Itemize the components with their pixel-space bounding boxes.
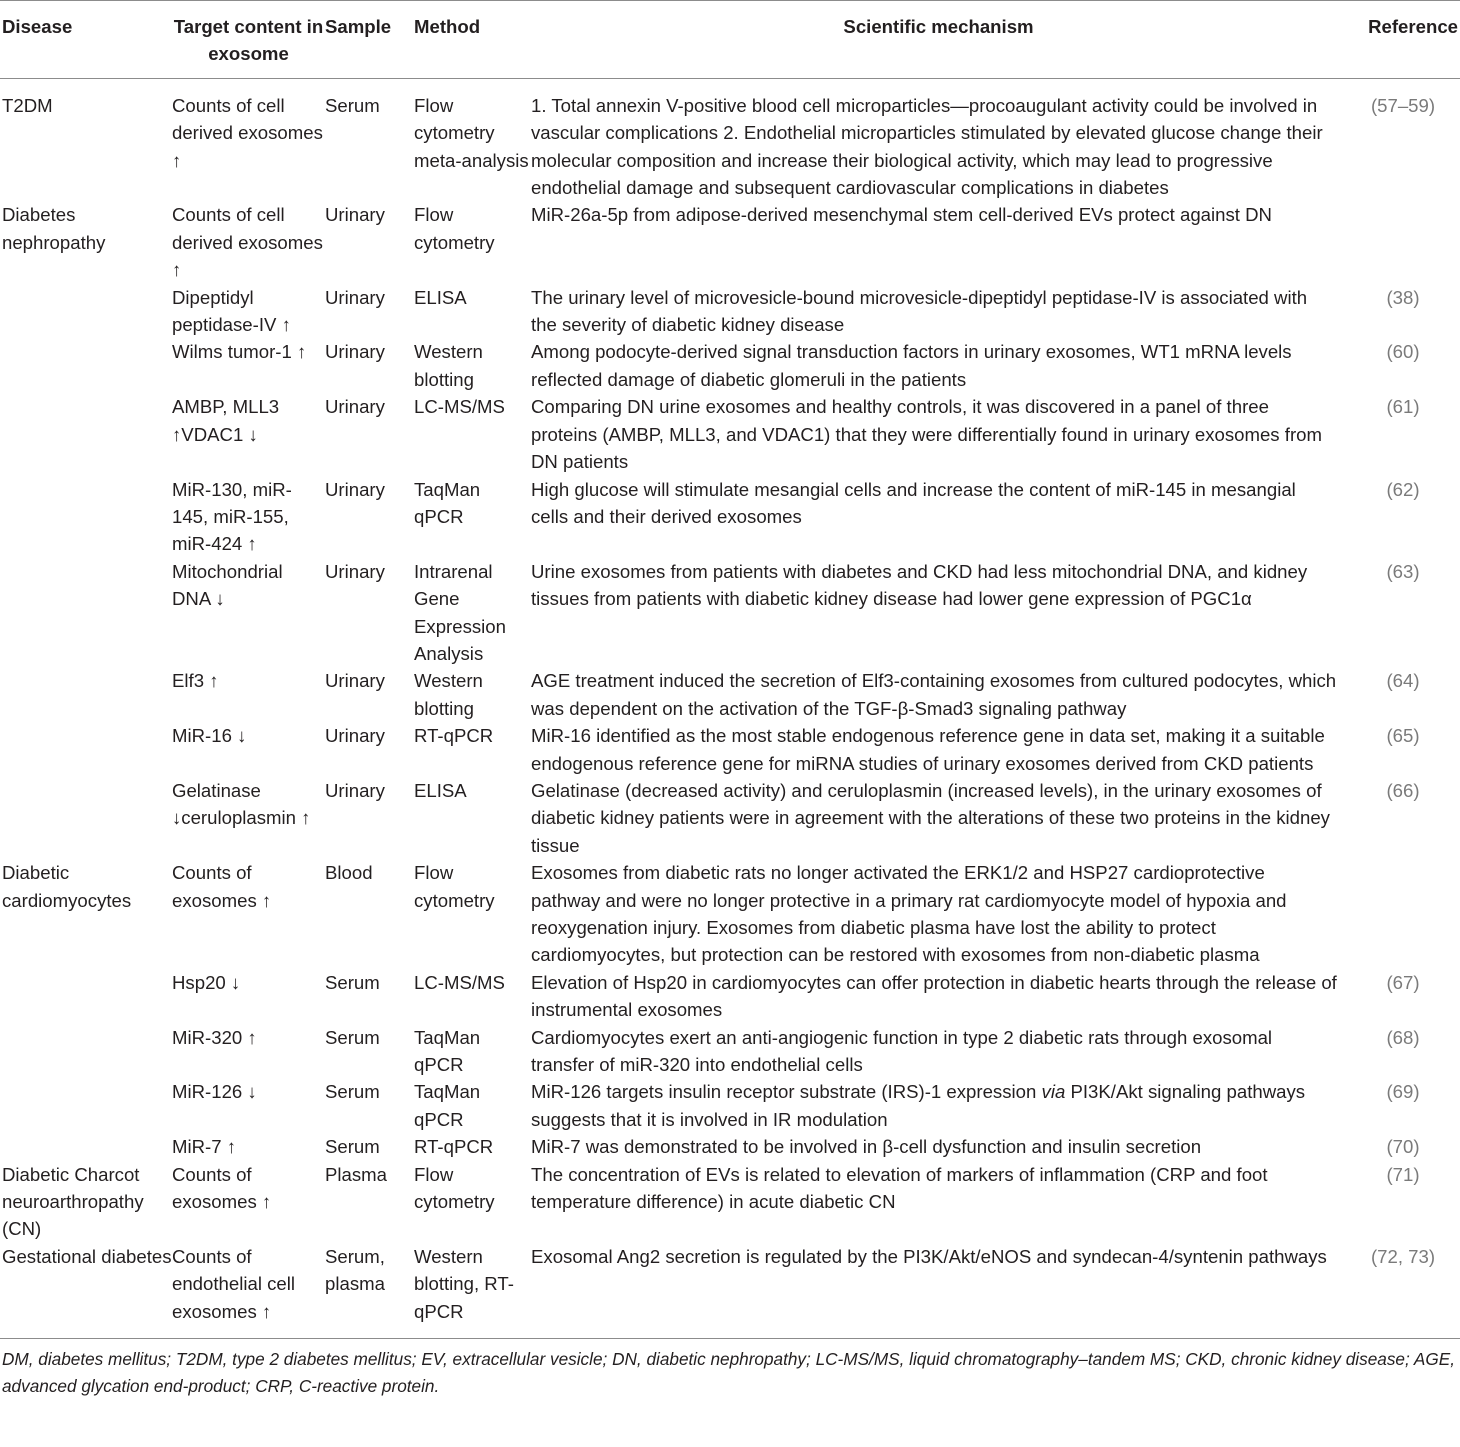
- cell-method: ELISA: [414, 779, 467, 801]
- reference-link[interactable]: (69): [1386, 1081, 1420, 1103]
- cell-method: Western blotting, RT-qPCR: [414, 1245, 514, 1322]
- table-row: [0, 969, 1460, 1024]
- cell-target: MiR-320 ↑: [172, 1026, 257, 1048]
- table-row: [0, 284, 1460, 339]
- cell-sample: Urinary: [325, 779, 385, 801]
- cell-target: Hsp20 ↓: [172, 971, 241, 993]
- cell-method: TaqMan qPCR: [414, 1026, 481, 1076]
- cell-mechanism: Cardiomyocytes exert an anti-angiogenic function in type 2 diabetic rats through exosomal transfer of miR-320 into endothelial cells: [531, 1026, 1273, 1076]
- cell-sample: Urinary: [325, 286, 385, 308]
- cell-sample: Urinary: [325, 725, 385, 747]
- reference-link[interactable]: (60): [1386, 341, 1420, 363]
- cell-reference: [1346, 1078, 1460, 1133]
- header-sample: Sample: [325, 1, 414, 79]
- table-row: [0, 1161, 1460, 1243]
- cell-sample: Serum: [325, 1136, 380, 1158]
- cell-reference: [1346, 476, 1460, 558]
- header-mechanism: Scientific mechanism: [531, 1, 1346, 79]
- cell-sample: Serum: [325, 94, 380, 116]
- cell-mechanism: [531, 1078, 1346, 1133]
- cell-disease: [0, 558, 172, 668]
- cell-mechanism: MiR-16 identified as the most stable endogenous reference gene in data set, making it a suitable endogenous reference gene for miRNA studies of urinary exosomes derived from CKD patients: [531, 725, 1325, 774]
- cell-reference: [1346, 1161, 1460, 1243]
- cell-sample: Plasma: [325, 1163, 388, 1185]
- cell-sample: Urinary: [325, 560, 385, 582]
- cell-sample: Urinary: [325, 204, 385, 226]
- reference-link[interactable]: (71): [1386, 1163, 1420, 1185]
- cell-method: Flow cytometry: [414, 204, 495, 253]
- cell-target: Counts of cell derived exosomes ↑: [172, 94, 323, 171]
- cell-mechanism: The urinary level of microvesicle-bound microvesicle-dipeptidyl peptidase-IV is associated with the severity of diabetic kidney disease: [531, 286, 1308, 336]
- cell-mechanism: Among podocyte-derived signal transduction factors in urinary exosomes, WT1 mRNA levels reflected damage of diabetic glomeruli in the patients: [531, 341, 1292, 390]
- cell-reference: [1346, 859, 1460, 969]
- cell-disease: Diabetic cardiomyocytes: [2, 862, 132, 911]
- cell-target: Gelatinase ↓ceruloplasmin ↑: [172, 779, 311, 829]
- cell-disease: Diabetes nephropathy: [2, 204, 106, 253]
- cell-mechanism: MiR-26a-5p from adipose-derived mesenchymal stem cell-derived EVs protect against DN: [531, 204, 1272, 226]
- cell-mechanism: AGE treatment induced the secretion of Elf3-containing exosomes from cultured podocytes, which was dependent on the activation of the TGF-β-Smad3 signaling pathway: [531, 670, 1337, 719]
- table-row: [0, 1078, 1460, 1133]
- table-row: [0, 476, 1460, 558]
- header-reference: Reference: [1346, 1, 1460, 79]
- reference-link[interactable]: (70): [1386, 1136, 1420, 1158]
- table-row: [0, 393, 1460, 475]
- table-row: [0, 558, 1460, 668]
- cell-mechanism: Comparing DN urine exosomes and healthy controls, it was discovered in a panel of three proteins (AMBP, MLL3, and VDAC1) that they were differentially found in urinary exosomes from DN patients: [531, 396, 1322, 473]
- table-row: [0, 338, 1460, 393]
- table-row: [0, 1024, 1460, 1079]
- reference-link[interactable]: (57–59): [1370, 94, 1436, 116]
- cell-target: Wilms tumor-1 ↑: [172, 341, 307, 363]
- cell-disease: [0, 722, 172, 777]
- cell-reference: [1346, 393, 1460, 475]
- cell-reference: [1346, 201, 1460, 283]
- header-disease: Disease: [0, 1, 172, 79]
- cell-reference: [1346, 1133, 1460, 1160]
- table-footnote: DM, diabetes mellitus; T2DM, type 2 diabetes mellitus; EV, extracellular vesicle; DN, diabetic nephropathy; LC-MS/MS, liquid chromatography–tandem MS; CKD, chronic kidney disease; AGE, advanced glycation end-product; CRP, C-reactive protein.: [0, 1338, 1460, 1400]
- cell-sample: Urinary: [325, 396, 385, 418]
- cell-method: RT-qPCR: [414, 725, 494, 747]
- cell-target: Mitochondrial DNA ↓: [172, 560, 283, 610]
- cell-reference: [1346, 338, 1460, 393]
- cell-disease: [0, 393, 172, 475]
- cell-target: Counts of exosomes ↑: [172, 862, 272, 911]
- cell-method: Flow cytometry meta-analysis: [414, 94, 529, 171]
- cell-disease: T2DM: [2, 94, 53, 116]
- cell-sample: Serum: [325, 1026, 380, 1048]
- cell-target: MiR-126 ↓: [172, 1081, 257, 1103]
- cell-sample: Serum: [325, 971, 380, 993]
- cell-method: LC-MS/MS: [414, 971, 505, 993]
- cell-method: Intrarenal Gene Expression Analysis: [414, 560, 506, 664]
- cell-reference: [1346, 722, 1460, 777]
- cell-method: TaqMan qPCR: [414, 478, 481, 527]
- table-row: [0, 777, 1460, 859]
- mechanism-text-part: PI3K/Akt signaling pathways suggests that it is involved in IR modulation: [531, 1081, 1306, 1130]
- cell-disease: [0, 969, 172, 1024]
- table-row: [0, 201, 1460, 283]
- cell-sample: Blood: [325, 862, 373, 884]
- cell-disease: [0, 1133, 172, 1160]
- reference-link[interactable]: (38): [1386, 286, 1420, 308]
- cell-reference: [1346, 1243, 1460, 1338]
- cell-disease: [0, 777, 172, 859]
- cell-target: MiR-130, miR-145, miR-155, miR-424 ↑: [172, 478, 292, 555]
- cell-sample: Serum, plasma: [325, 1245, 385, 1295]
- cell-mechanism: Urine exosomes from patients with diabetes and CKD had less mitochondrial DNA, and kidney tissues from patients with diabetic kidney disease had lower gene expression of PGC1α: [531, 560, 1308, 610]
- cell-disease: Gestational diabetes: [2, 1245, 172, 1267]
- cell-target: MiR-16 ↓: [172, 725, 247, 747]
- cell-sample: Urinary: [325, 341, 385, 363]
- cell-target: Elf3 ↑: [172, 670, 219, 692]
- reference-link[interactable]: (61): [1386, 396, 1420, 418]
- cell-target: Counts of exosomes ↑: [172, 1163, 272, 1213]
- table-row: [0, 1243, 1460, 1338]
- cell-reference: [1346, 777, 1460, 859]
- header-target: Target content in exosome: [172, 1, 325, 79]
- cell-reference: [1346, 1024, 1460, 1079]
- cell-disease: [0, 1024, 172, 1079]
- cell-mechanism: High glucose will stimulate mesangial cells and increase the content of miR-145 in mesangial cells and their derived exosomes: [531, 478, 1296, 527]
- cell-reference: [1346, 558, 1460, 668]
- cell-reference: [1346, 78, 1460, 201]
- cell-reference: [1346, 667, 1460, 722]
- cell-mechanism: Gelatinase (decreased activity) and ceruloplasmin (increased levels), in the urinary exosomes of diabetic kidney patients were in agreement with the alterations of these two proteins in the kidney tissue: [531, 779, 1330, 856]
- cell-method: Western blotting: [414, 670, 483, 719]
- reference-link[interactable]: (72, 73): [1370, 1245, 1436, 1267]
- cell-method: ELISA: [414, 286, 467, 308]
- cell-sample: Urinary: [325, 478, 385, 500]
- table-row: [0, 78, 1460, 201]
- reference-link[interactable]: (62): [1386, 478, 1420, 500]
- cell-method: TaqMan qPCR: [414, 1081, 481, 1130]
- mechanism-text-part: via: [1041, 1081, 1066, 1103]
- cell-reference: [1346, 969, 1460, 1024]
- cell-target: AMBP, MLL3 ↑VDAC1 ↓: [172, 396, 280, 445]
- cell-method: Western blotting: [414, 341, 483, 390]
- cell-disease: [0, 476, 172, 558]
- cell-disease: [0, 338, 172, 393]
- table-row: [0, 859, 1460, 969]
- cell-mechanism: Exosomes from diabetic rats no longer activated the ERK1/2 and HSP27 cardioprotective pathway and were no longer protective in a primary rat cardiomyocyte model of hypoxia and reoxygenation injury. Exosomes from diabetic plasma have lost the ability to protect cardiomyocytes, but protection can be restored with exosomes from non-diabetic plasma: [531, 862, 1287, 966]
- reference-link[interactable]: (66): [1386, 779, 1420, 801]
- cell-target: Counts of endothelial cell exosomes ↑: [172, 1245, 296, 1322]
- table-body: [0, 78, 1460, 1338]
- cell-target: Counts of cell derived exosomes ↑: [172, 204, 323, 281]
- table-header: [0, 1, 1460, 79]
- header-method: Method: [414, 1, 531, 79]
- cell-mechanism: Exosomal Ang2 secretion is regulated by the PI3K/Akt/eNOS and syndecan-4/syntenin pathways: [531, 1245, 1327, 1267]
- mechanism-text-part: MiR-126 targets insulin receptor substrate (IRS)-1 expression: [531, 1081, 1042, 1103]
- reference-link[interactable]: (67): [1386, 971, 1420, 993]
- cell-sample: Serum: [325, 1081, 380, 1103]
- cell-method: RT-qPCR: [414, 1136, 494, 1158]
- cell-reference: [1346, 284, 1460, 339]
- cell-disease: [0, 1078, 172, 1133]
- cell-target: Dipeptidyl peptidase-IV ↑: [172, 286, 291, 336]
- cell-mechanism: MiR-7 was demonstrated to be involved in β-cell dysfunction and insulin secretion: [531, 1136, 1202, 1158]
- table-row: [0, 1133, 1460, 1160]
- cell-disease: Diabetic Charcot neuroarthropathy (CN): [2, 1163, 144, 1240]
- reference-link[interactable]: (64): [1386, 670, 1420, 692]
- reference-link[interactable]: (63): [1386, 560, 1420, 582]
- table-row: [0, 667, 1460, 722]
- cell-target: MiR-7 ↑: [172, 1136, 237, 1158]
- cell-mechanism: The concentration of EVs is related to elevation of markers of inflammation (CRP and foot temperature difference) in acute diabetic CN: [531, 1163, 1268, 1213]
- cell-mechanism: Elevation of Hsp20 in cardiomyocytes can offer protection in diabetic hearts through the release of instrumental exosomes: [531, 971, 1337, 1021]
- cell-disease: [0, 284, 172, 339]
- cell-sample: Urinary: [325, 670, 385, 692]
- reference-link[interactable]: (68): [1386, 1026, 1420, 1048]
- cell-method: Flow cytometry: [414, 862, 495, 911]
- cell-method: LC-MS/MS: [414, 396, 505, 418]
- cell-mechanism: 1. Total annexin V-positive blood cell microparticles—procoaugulant activity could be involved in vascular complications 2. Endothelial microparticles stimulated by elevated glucose change their molecular composition and increase their biological activity, which may lead to progressive endothelial damage and subsequent cardiovascular complications in diabetes: [531, 94, 1323, 199]
- cell-method: Flow cytometry: [414, 1163, 495, 1213]
- table-row: [0, 722, 1460, 777]
- cell-disease: [0, 667, 172, 722]
- reference-link[interactable]: (65): [1386, 725, 1420, 747]
